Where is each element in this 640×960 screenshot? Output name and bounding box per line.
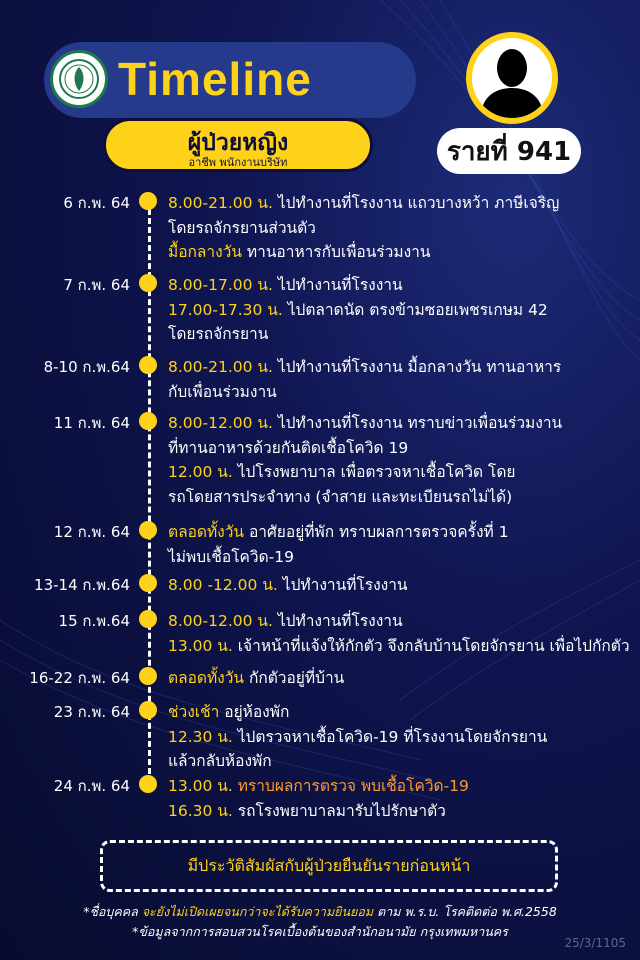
timeline-dot — [139, 192, 157, 210]
timeline-line — [168, 609, 638, 634]
detail-text: ไปโรงพยาบาล เพื่อตรวจหาเชื้อโควิด โดย — [232, 463, 516, 481]
timeline-line — [168, 322, 638, 347]
page-title: Timeline — [118, 53, 312, 105]
timeline-date: 23 ก.พ. 64 — [53, 703, 130, 721]
detail-text: ไปทำงานที่โรงงาน — [272, 276, 403, 294]
detail-text: อยู่ห้องพัก — [219, 703, 290, 721]
timeline-dot — [139, 701, 157, 719]
highlight-text: มื้อกลางวัน — [168, 243, 242, 261]
timeline-dot — [139, 667, 157, 685]
timeline-line — [168, 520, 638, 545]
timeline-line — [168, 774, 638, 799]
timeline-line — [168, 485, 638, 510]
timeline-details — [168, 774, 638, 823]
timeline-line — [168, 545, 638, 570]
timeline-details — [168, 273, 638, 347]
highlight-text: 8.00-17.00 น. — [168, 276, 273, 294]
timeline-details — [168, 700, 638, 774]
highlight-text: ทราบผลการตรวจ พบเชื้อโควิด-19 — [232, 777, 469, 795]
contact-notice: มีประวัติสัมผัสกับผู้ป่วยยืนยันรายก่อนหน้า — [100, 840, 558, 892]
footer-source: *ข้อมูลจากการสอบสวนโรคเบื้องต้นของสำนักอนามัย กรุงเทพมหานคร — [132, 924, 508, 939]
detail-text: ทานอาหารกับเพื่อนร่วมงาน — [241, 243, 431, 261]
detail-text: โดยรถจักรยาน — [168, 325, 269, 343]
highlight-text: 8.00-21.00 น. — [168, 194, 273, 212]
bangkok-seal-icon — [50, 50, 108, 108]
highlight-text: 13.00 น. — [168, 636, 233, 655]
timeline-date: 7 ก.พ. 64 — [63, 276, 130, 294]
timeline-details — [168, 355, 638, 404]
highlight-text: 8.00-12.00 น. — [168, 414, 273, 432]
timeline-date: 6 ก.พ. 64 — [63, 194, 130, 212]
footer-highlight: จะยังไม่เปิดเผยจนกว่าจะได้รับความยินยอม — [141, 904, 374, 919]
timeline-line — [168, 700, 638, 725]
timeline-line — [168, 216, 638, 241]
detail-text: เจ้าหน้าที่แจ้งให้กักตัว จึงกลับบ้านโดยจักรยาน เพื่อไปกักตัว — [232, 636, 630, 655]
timeline-line — [168, 298, 638, 323]
timeline-line — [168, 411, 638, 436]
case-number-badge: รายที่ 941 — [437, 128, 581, 174]
detail-text: แล้วกลับห้องพัก — [168, 752, 272, 770]
timeline-line — [168, 749, 638, 774]
detail-text: กับเพื่อนร่วมงาน — [168, 382, 277, 401]
footer-text: *ชื่อบุคคล — [83, 904, 142, 919]
detail-text: โดยรถจักรยานส่วนตัว — [168, 218, 316, 237]
detail-text: รถโรงพยาบาลมารับไปรักษาตัว — [232, 801, 446, 820]
timeline-details — [168, 520, 638, 569]
detail-text: ไปทำงานที่โรงงาน มื้อกลางวัน ทานอาหาร — [272, 358, 562, 376]
timeline-line — [168, 191, 638, 216]
highlight-text: 12.00 น. — [168, 463, 233, 481]
highlight-text: 17.00-17.30 น. — [168, 300, 283, 319]
patient-occupation: อาชีพ พนักงานบริษัท — [188, 156, 288, 169]
highlight-text: ตลอดทั้งวัน — [168, 523, 245, 541]
detail-text: ไปทำงานที่โรงงาน — [272, 612, 403, 630]
detail-text: ที่ทานอาหารด้วยกันติดเชื้อโควิด 19 — [168, 438, 409, 457]
timeline-dot — [139, 610, 157, 628]
highlight-text: 12.30 น. — [168, 727, 233, 746]
timeline-date: 15 ก.พ.64 — [58, 612, 130, 630]
timeline-date: 8-10 ก.พ.64 — [43, 358, 130, 376]
timeline-date: 13-14 ก.พ.64 — [34, 576, 130, 594]
highlight-text: 8.00-12.00 น. — [168, 612, 273, 630]
timeline-dot — [139, 574, 157, 592]
timeline-details — [168, 573, 638, 598]
timeline-details — [168, 191, 638, 265]
timeline-line — [168, 355, 638, 380]
detail-text: ไปทำงานที่โรงงาน ทราบข่าวเพื่อนร่วมงาน — [272, 414, 563, 432]
patient-gender: ผู้ป่วยหญิง — [187, 130, 289, 156]
highlight-text: 8.00 -12.00 น. — [168, 576, 278, 594]
timeline-details — [168, 609, 638, 658]
timeline-date: 12 ก.พ. 64 — [53, 523, 130, 541]
highlight-text: 13.00 น. — [168, 777, 233, 795]
timeline-dot — [139, 521, 157, 539]
timeline-line — [168, 240, 638, 265]
timeline-line — [168, 634, 638, 659]
highlight-text: 16.30 น. — [168, 801, 233, 820]
timeline-dot — [139, 274, 157, 292]
detail-text: ไปทำงานที่โรงงาน — [277, 576, 408, 594]
timeline-line — [168, 380, 638, 405]
timeline-dot — [139, 356, 157, 374]
timeline-dot — [139, 412, 157, 430]
detail-text: ไปตลาดนัด ตรงข้ามซอยเพชรเกษม 42 — [282, 300, 548, 319]
timeline-date: 24 ก.พ. 64 — [53, 777, 130, 795]
person-silhouette-icon — [466, 32, 558, 124]
timeline-details — [168, 666, 638, 691]
detail-text: กักตัวอยู่ที่บ้าน — [244, 669, 345, 687]
detail-text: รถโดยสารประจำทาง (จำสาย และทะเบียนรถไม่ได้) — [168, 487, 513, 506]
footer-disclaimer — [0, 902, 640, 922]
detail-text: ไม่พบเชื้อโควิด-19 — [168, 547, 294, 566]
timeline-date: 11 ก.พ. 64 — [53, 414, 130, 432]
detail-text: อาศัยอยู่ที่พัก ทราบผลการตรวจครั้งที่ 1 — [244, 523, 509, 541]
patient-label — [103, 118, 373, 172]
timeline-line — [168, 460, 638, 485]
timeline-dot — [139, 775, 157, 793]
timeline-line — [168, 799, 638, 824]
timeline-line — [168, 273, 638, 298]
highlight-text: ตลอดทั้งวัน — [168, 669, 245, 687]
timeline-line — [168, 573, 638, 598]
date-stamp: 25/3/1105 — [564, 936, 626, 950]
highlight-text: 8.00-21.00 น. — [168, 358, 273, 376]
detail-text: ไปตรวจหาเชื้อโควิด-19 ที่โรงงานโดยจักรยาน — [232, 727, 548, 746]
detail-text: ไปทำงานที่โรงงาน แถวบางหว้า ภาษีเจริญ — [272, 194, 560, 212]
timeline-date: 16-22 ก.พ. 64 — [29, 669, 130, 687]
timeline-details — [168, 411, 638, 509]
timeline-line — [168, 725, 638, 750]
highlight-text: ช่วงเช้า — [168, 703, 220, 721]
timeline-line — [168, 666, 638, 691]
footer-text: ตาม พ.ร.บ. โรคติดต่อ พ.ศ.2558 — [373, 904, 557, 919]
timeline-line — [168, 436, 638, 461]
